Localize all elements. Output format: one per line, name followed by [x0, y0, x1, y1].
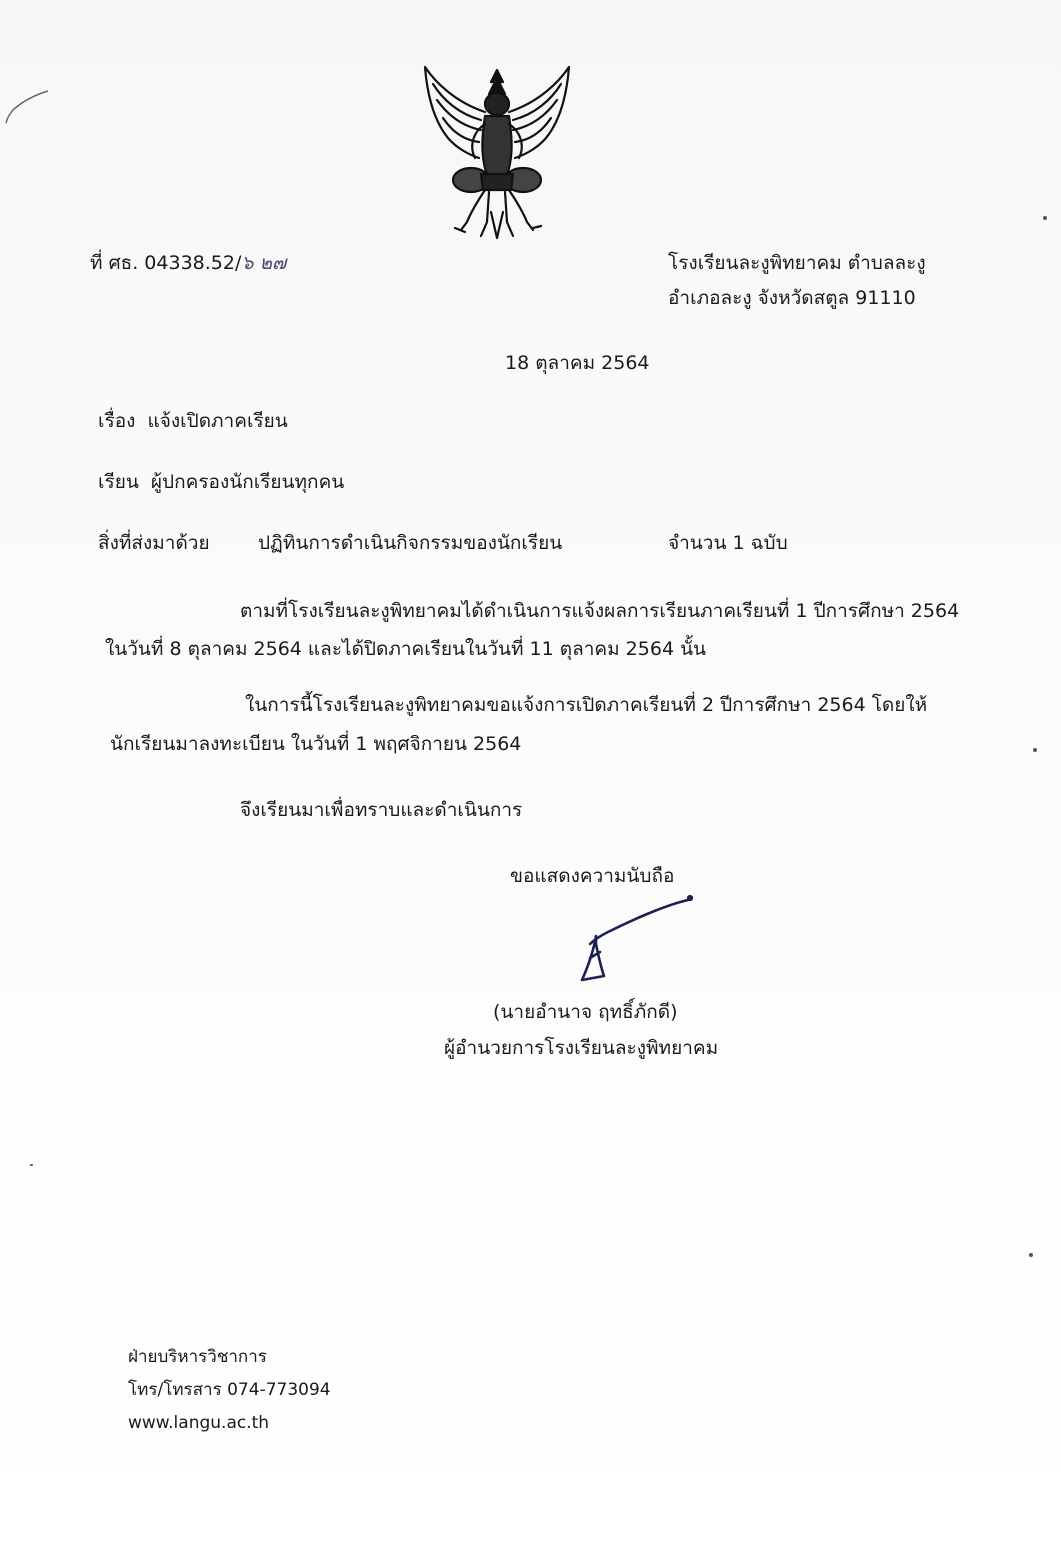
- recipient-label: เรียน: [98, 471, 139, 493]
- subject-value: แจ้งเปิดภาคเรียน: [147, 410, 288, 432]
- paragraph-1-line-1: ตามที่โรงเรียนละงูพิทยาคมได้ดำเนินการแจ้งผลการเรียนภาคเรียนที่ 1 ปีการศึกษา 2564: [240, 600, 960, 622]
- letter-date: 18 ตุลาคม 2564: [505, 352, 650, 374]
- reference-handwritten: ๖ ๒๗: [241, 252, 287, 274]
- recipient-line: [98, 471, 344, 495]
- scan-speck: [1033, 748, 1037, 752]
- enclosure-label: สิ่งที่ส่งมาด้วย: [98, 532, 210, 554]
- signatory-position: ผู้อำนวยการโรงเรียนละงูพิทยาคม: [444, 1037, 719, 1059]
- scan-speck: [1043, 216, 1047, 220]
- enclosure-value: ปฏิทินการดำเนินกิจกรรมของนักเรียน: [258, 532, 563, 554]
- school-address-line2: อำเภอละงู จังหวัดสตูล 91110: [668, 287, 916, 309]
- reference-number: [90, 252, 286, 276]
- reference-prefix: ที่ ศธ. 04338.52/: [90, 252, 242, 274]
- paragraph-2-line-1: ในการนี้โรงเรียนละงูพิทยาคมขอแจ้งการเปิดภาคเรียนที่ 2 ปีการศึกษา 2564 โดยให้: [245, 694, 928, 716]
- signatory-name: (นายอำนาจ ฤทธิ์ภักดี): [493, 1001, 678, 1023]
- closing-salutation: ขอแสดงความนับถือ: [510, 865, 675, 887]
- pen-mark: [0, 85, 60, 130]
- subject-label: เรื่อง: [98, 410, 136, 432]
- paragraph-2-line-2: นักเรียนมาลงทะเบียน ในวันที่ 1 พฤศจิกายน 2564: [110, 733, 522, 755]
- enclosure-count: จำนวน 1 ฉบับ: [668, 532, 788, 554]
- footer-department: ฝ่ายบริหารวิชาการ: [128, 1347, 267, 1367]
- signature: [560, 888, 700, 988]
- scan-speck: [1029, 1253, 1033, 1257]
- garuda-emblem-icon: [415, 62, 580, 242]
- school-address-line1: โรงเรียนละงูพิทยาคม ตำบลละงู: [668, 252, 926, 274]
- scan-speck: [30, 1164, 33, 1166]
- footer-website: www.langu.ac.th: [128, 1413, 270, 1433]
- footer-phone: โทร/โทรสาร 074-773094: [128, 1380, 331, 1400]
- recipient-value: ผู้ปกครองนักเรียนทุกคน: [150, 471, 345, 493]
- paragraph-3: จึงเรียนมาเพื่อทราบและดำเนินการ: [240, 799, 523, 821]
- paragraph-1-line-2: ในวันที่ 8 ตุลาคม 2564 และได้ปิดภาคเรียนในวันที่ 11 ตุลาคม 2564 นั้น: [105, 638, 707, 660]
- subject-line: [98, 410, 288, 434]
